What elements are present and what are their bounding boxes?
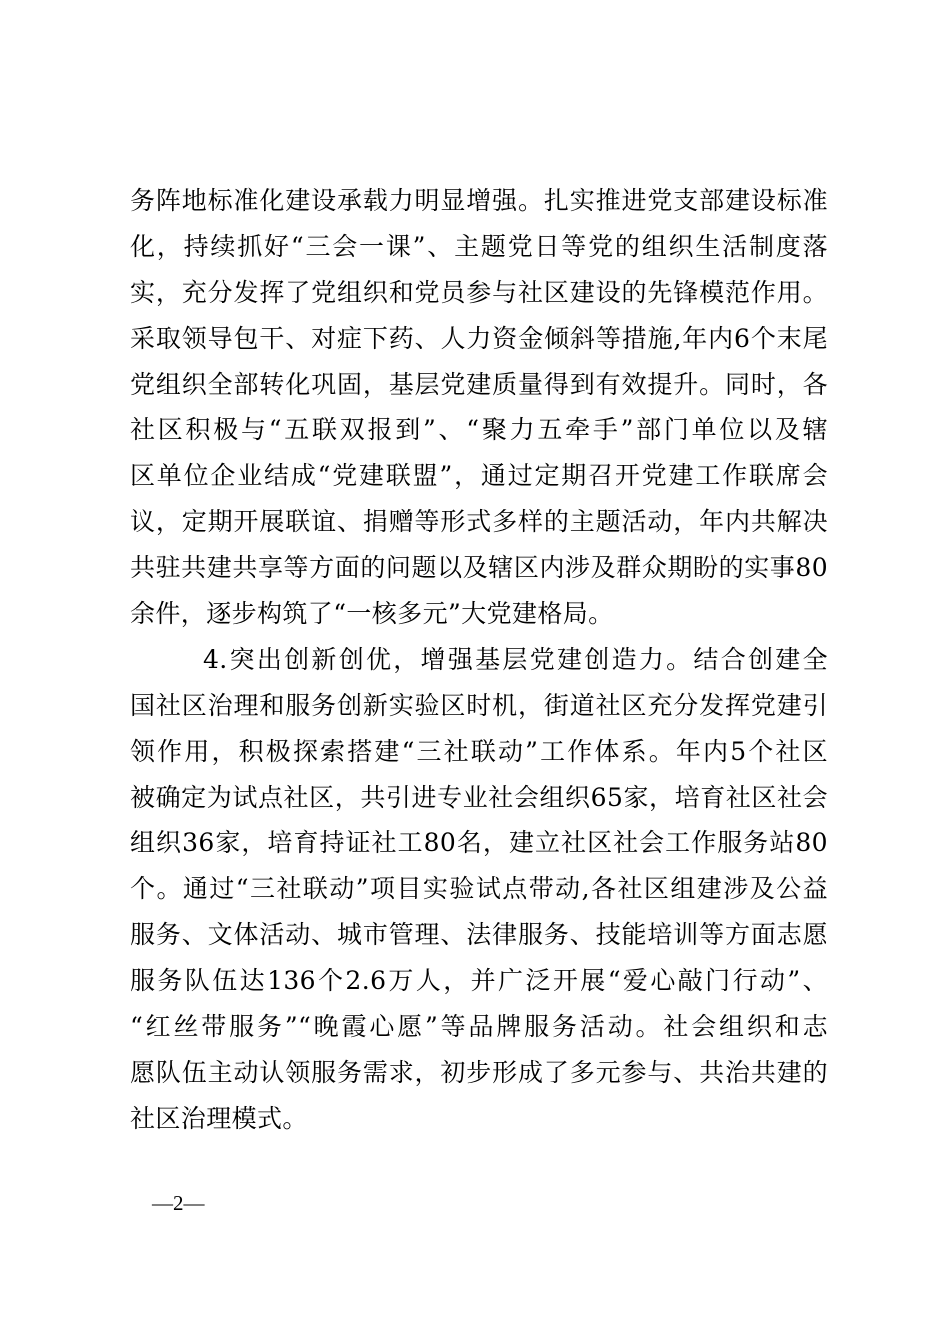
text-line: 务阵地标准化建设承载力明显增强。扎实推进党支部建设标准	[130, 186, 828, 215]
text-line: 服务、文体活动、城市管理、法律服务、技能培训等方面志愿	[130, 920, 828, 950]
text-line: 区单位企业结成“党建联盟”，通过定期召开党建工作联席会	[130, 461, 828, 491]
text-line: 个。通过“三社联动”项目实验试点带动,各社区组建涉及公益	[130, 874, 828, 904]
text-line: 议，定期开展联谊、捐赠等形式多样的主题活动，年内共解决	[130, 507, 828, 537]
text-line: 4.突出创新创优，增强基层党建创造力。结合创建全	[203, 644, 828, 674]
text-line: 国社区治理和服务创新实验区时机，街道社区充分发挥党建引	[130, 690, 828, 720]
text-line: “红丝带服务”“晚霞心愿”等品牌服务活动。社会组织和志	[130, 1012, 828, 1042]
text-line: 被确定为试点社区，共引进专业社会组织65家，培育社区社会	[130, 782, 828, 812]
body-text	[130, 178, 828, 1142]
paragraph-1	[130, 178, 828, 637]
text-line: 社区治理模式。	[130, 1103, 308, 1133]
text-line: 组织36家，培育持证社工80名，建立社区社会工作服务站80	[130, 828, 828, 858]
text-line: 化，持续抓好“三会一课”、主题党日等党的组织生活制度落	[130, 231, 828, 261]
text-line: 服务队伍达136个2.6万人，并广泛开展“爱心敲门行动”、	[130, 966, 828, 996]
paragraph-2	[130, 637, 828, 1142]
text-line: 余件，逐步构筑了“一核多元”大党建格局。	[130, 599, 614, 629]
text-line: 共驻共建共享等方面的问题以及辖区内涉及群众期盼的实事80	[130, 553, 828, 583]
page-number: —2—	[152, 1191, 205, 1215]
text-line: 愿队伍主动认领服务需求，初步形成了多元参与、共治共建的	[130, 1057, 828, 1087]
text-line: 社区积极与“五联双报到”、“聚力五牵手”部门单位以及辖	[130, 415, 828, 445]
text-line: 领作用，积极探索搭建“三社联动”工作体系。年内5个社区	[130, 736, 828, 766]
text-line: 实，充分发挥了党组织和党员参与社区建设的先锋模范作用。	[130, 277, 828, 307]
text-line: 采取领导包干、对症下药、人力资金倾斜等措施,年内6个末尾	[130, 323, 828, 353]
text-line: 党组织全部转化巩固，基层党建质量得到有效提升。同时，各	[130, 369, 828, 399]
